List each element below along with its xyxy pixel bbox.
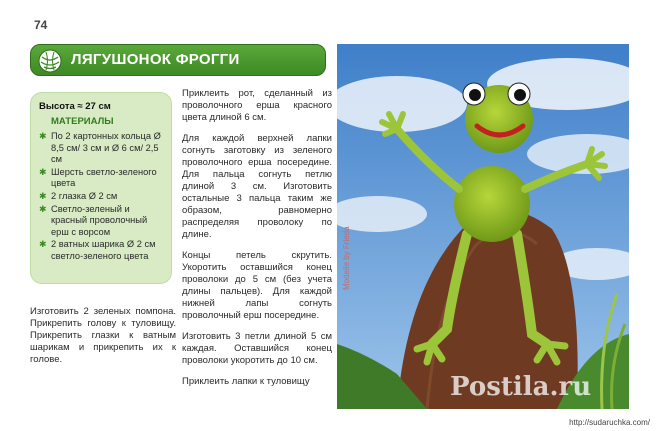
instruction-paragraph: Концы петель скрутить. Укоротить оставшийся конец проволоки до 5 см (без учета длины пальцев). Для каждой нижней лапы согнуть проволочный ерш посередине. xyxy=(182,250,332,321)
watermark: Postila.ru xyxy=(450,372,592,402)
materials-box xyxy=(30,92,172,284)
photo-credit: Modelle by Frieda xyxy=(342,226,351,290)
flower-bullet-icon: ✱ xyxy=(39,190,47,201)
title-bar xyxy=(30,44,326,76)
frog-photo xyxy=(337,44,629,409)
list-item: ✱ Светло-зеленый и красный проволочный ерш с ворсом xyxy=(39,203,148,237)
instructions-column xyxy=(182,88,332,397)
list-item: ✱ 2 глазка Ø 2 см xyxy=(39,190,118,201)
instruction-paragraph: Приклеить лапки к туловищу xyxy=(182,376,310,387)
instructions-left: Изготовить 2 зеленых помпона. Прикрепить голову к туловищу. Прикрепить глазки к ватным шарикам и прикрепить их к голове. xyxy=(30,306,176,365)
flower-bullet-icon: ✱ xyxy=(39,203,47,214)
list-item: ✱ По 2 картонных кольца Ø 8,5 см/ 3 см и Ø 6 см/ 2,5 см xyxy=(39,131,161,165)
yarn-ball-icon xyxy=(37,48,63,74)
list-item: ✱ Шерсть светло-зеленого цвета xyxy=(39,166,157,189)
site-url: http://sudaruchka.com/ xyxy=(569,418,650,427)
page-title: ЛЯГУШОНОК ФРОГГИ xyxy=(71,51,240,68)
page-number: 74 xyxy=(34,18,48,32)
instruction-paragraph: Изготовить 3 петли длиной 5 см каждая. Оставшийся конец проволоки укоротить до 10 см. xyxy=(182,331,332,366)
instruction-paragraph: Приклеить рот, сделанный из проволочного ерша красного цвета длиной 6 см. xyxy=(182,88,332,123)
flower-bullet-icon: ✱ xyxy=(39,166,47,177)
flower-bullet-icon: ✱ xyxy=(39,239,47,250)
flower-bullet-icon: ✱ xyxy=(39,131,47,141)
materials-list xyxy=(39,131,165,263)
list-item: ✱ 2 ватных шарика Ø 2 см светло-зеленого цвета xyxy=(39,239,156,261)
height-label: Высота ≈ 27 см xyxy=(39,101,111,112)
frog-illustration xyxy=(337,44,629,409)
instruction-paragraph: Для каждой верхней лапки согнуть заготовку из зеленого проволочного ерша посередине. Для пальца согнуть петлю длиной 3 см. Изготовить остальные 3 пальца таким же образом, равномерно распределяя проволоку по длине. xyxy=(182,133,332,240)
materials-heading: МАТЕРИАЛЫ xyxy=(51,116,114,127)
